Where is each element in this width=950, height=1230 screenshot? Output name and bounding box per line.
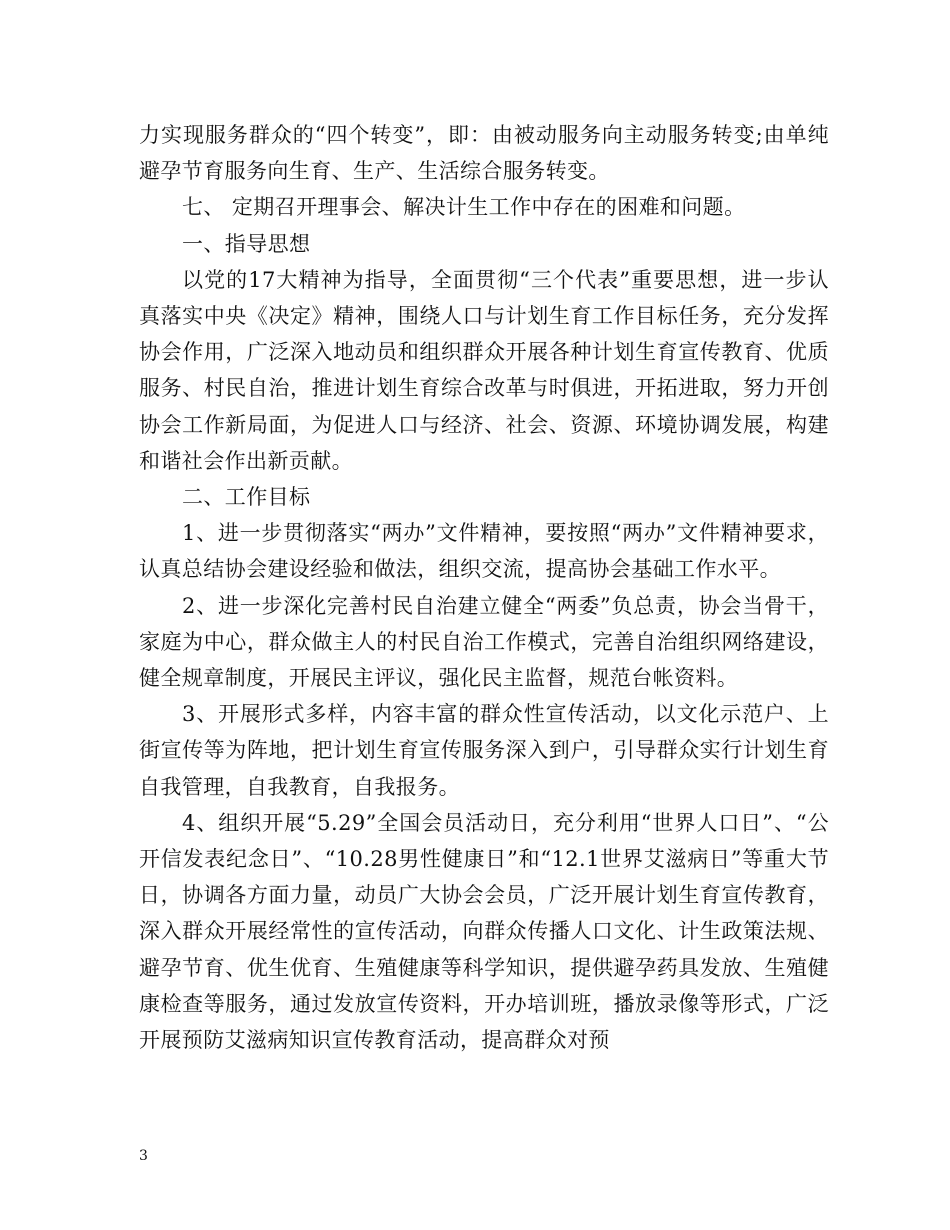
paragraph-item-seven: 七、 定期召开理事会、解决计生工作中存在的困难和问题。: [182, 195, 746, 220]
paragraph-guiding-thought: 以党的17大精神为指导，全面贯彻“三个代表”重要思想，进一步认真落实中央《决定》精神，围绕人口与计划生育工作目标任务，充分发挥协会作用，广泛深入地动员和组织群众开展各种计划生育宣传教育、优质服务、村民自治，推进计划生育综合改革与时俱进，开拓进取，努力开创协会工作新局面，为促进人口与经济、社会、资源、环境协调发展，构建和谐社会作出新贡献。: [139, 267, 829, 473]
paragraph-goal-1: 1、进一步贯彻落实“两办”文件精神，要按照“两办”文件精神要求，认真总结协会建设经验和做法，组织交流，提高协会基础工作水平。: [139, 521, 829, 582]
paragraph-continuation: 力实现服务群众的“四个转变”，即：由被动服务向主动服务转变;由单纯避孕节育服务向生育、生产、生活综合服务转变。: [139, 123, 829, 184]
section-heading-guiding-thought: 一、指导思想: [182, 231, 311, 256]
document-body: [139, 117, 829, 1058]
paragraph-goal-3: 3、开展形式多样，内容丰富的群众性宣传活动，以文化示范户、上街宣传等为阵地，把计划生育宣传服务深入到户，引导群众实行计划生育自我管理，自我教育，自我报务。: [139, 702, 829, 799]
paragraph-goal-4: 4、组织开展“5.29”全国会员活动日，充分利用“世界人口日”、“公开信发表纪念日”、“10.28男性健康日”和“12.1世界艾滋病日”等重大节日，协调各方面力量，动员广大协会会员，广泛开展计划生育宣传教育，深入群众开展经常性的宣传活动，向群众传播人口文化、计生政策法规、避孕节育、优生优育、生殖健康等科学知识，提供避孕药具发放、生殖健康检查等服务，通过发放宣传资料，开办培训班，播放录像等形式，广泛开展预防艾滋病知识宣传教育活动，提高群众对预: [139, 810, 829, 1053]
page-number: 3: [139, 1148, 148, 1164]
section-heading-work-goals: 二、工作目标: [182, 485, 311, 510]
paragraph-goal-2: 2、进一步深化完善村民自治建立健全“两委”负总责，协会当骨干，家庭为中心，群众做主人的村民自治工作模式，完善自治组织网络建设，健全规章制度，开展民主评议，强化民主监督，规范台帐资料。: [139, 593, 829, 691]
